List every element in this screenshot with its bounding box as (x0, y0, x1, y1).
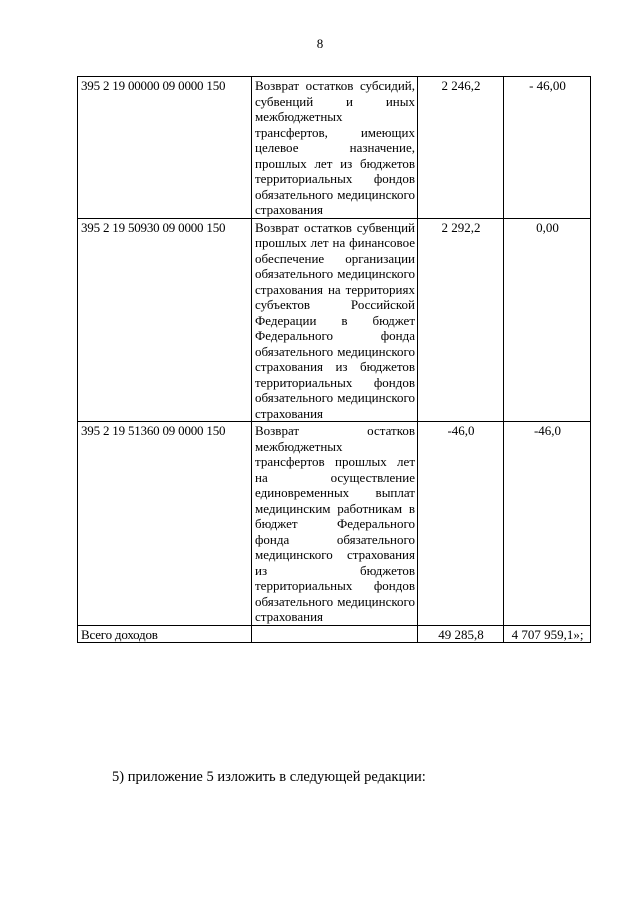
value-cell-1: -46,0 (418, 422, 504, 626)
total-value-cell-2: 4 707 959,1»; (504, 625, 591, 643)
value-cell-1: 2 292,2 (418, 218, 504, 422)
table-row (78, 218, 591, 422)
revenue-name-cell: Возврат остатков межбюджетных трансфертов прошлых лет на осуществление единовременных выплат медицинским работникам в бюджет Федерального фонда обязательного медицинского страхования из бюджетов территориальных фондов обязательного медицинского страхования (252, 422, 418, 626)
revenue-name-cell: Возврат остатков субсидий, субвенций и иных межбюджетных трансфертов, имеющих целевое назначение, прошлых лет из бюджетов территориальных фондов обязательного медицинского страхования (252, 77, 418, 219)
revenue-table (77, 76, 591, 643)
table-row (78, 77, 591, 219)
total-name-cell (252, 625, 418, 643)
total-value-cell-1: 49 285,8 (418, 625, 504, 643)
total-label-cell: Всего доходов (78, 625, 252, 643)
budget-code-cell: 395 2 19 00000 09 0000 150 (78, 77, 252, 219)
revenue-name-cell: Возврат остатков субвенций прошлых лет на финансовое обеспечение организации обязательного медицинского страхования на территориях субъектов Российской Федерации в бюджет Федерального фонда обязательного медицинского страхования из бюджетов территориальных фондов обязательного медицинского страхования (252, 218, 418, 422)
value-cell-2: - 46,00 (504, 77, 591, 219)
closing-paragraph: 5) приложение 5 изложить в следующей редакции: (112, 769, 426, 785)
value-cell-1: 2 246,2 (418, 77, 504, 219)
value-cell-2: 0,00 (504, 218, 591, 422)
page-number: 8 (316, 36, 324, 51)
value-cell-2: -46,0 (504, 422, 591, 626)
budget-code-cell: 395 2 19 50930 09 0000 150 (78, 218, 252, 422)
budget-code-cell: 395 2 19 51360 09 0000 150 (78, 422, 252, 626)
table-row (78, 422, 591, 626)
total-row (78, 625, 591, 643)
